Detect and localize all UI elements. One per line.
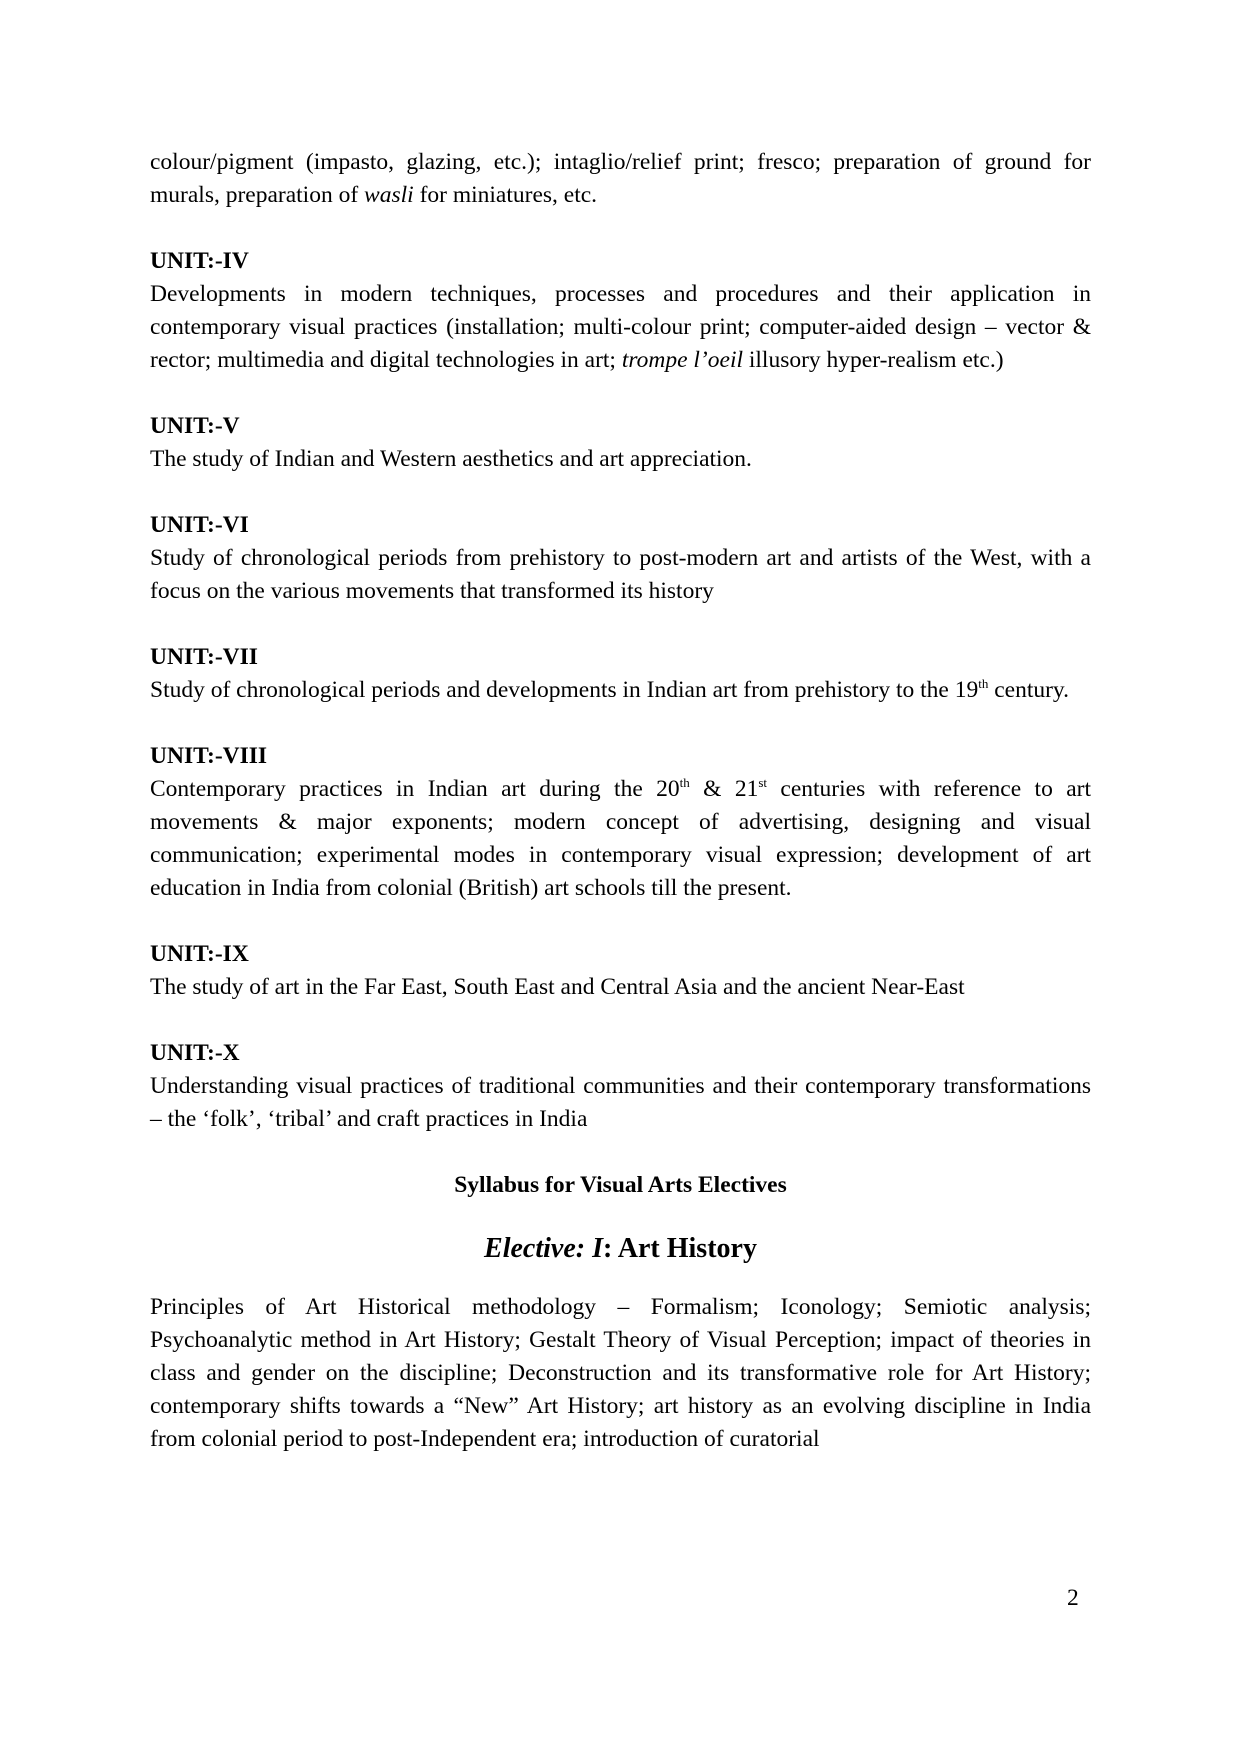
unit-vi-heading: UNIT:-VI [150, 512, 249, 538]
unit-viii-text-c: centuries with reference to art movements & major exponents; modern concept of advertising, designing and visual communication; experimental modes in contemporary visual expression; development of art education in India from colonial (British) art schools till the present. [150, 776, 1091, 901]
unit-iv-text-b: illusory hyper-realism etc.) [743, 347, 1004, 373]
electives-section-title: Syllabus for Visual Arts Electives [454, 1172, 787, 1198]
elective-name: Art History [612, 1233, 757, 1264]
elective-colon: : [602, 1233, 613, 1264]
unit-viii-sup1: th [679, 775, 690, 791]
unit-iv-text [150, 278, 1091, 377]
unit-iv-heading: UNIT:-IV [150, 248, 249, 274]
unit-ix-text: The study of art in the Far East, South East and Central Asia and the ancient Near-East [150, 974, 965, 1000]
elective-body-text: Principles of Art Historical methodology – Formalism; Iconology; Semiotic analysis; Psychoanalytic method in Art History; Gestalt Theory of Visual Perception; impact of theories in class and gender on the discipline; Deconstruction and its transformative role for Art History; contemporary shifts towards a “New” Art History; art history as an evolving discipline in India from colonial period to post-Independent era; introduction of curatorial [150, 1294, 1091, 1452]
unit-x-heading: UNIT:-X [150, 1040, 240, 1066]
unit-viii-sup2: st [758, 775, 767, 791]
unit-ix-heading: UNIT:-IX [150, 941, 249, 967]
intro-text-b: for miniatures, etc. [413, 182, 598, 208]
unit-vii-text-b: century. [988, 677, 1070, 703]
unit-viii-text-b: & 21 [689, 776, 759, 802]
unit-iv-text-a: Developments in modern techniques, processes and procedures and their application in contemporary visual practices (installation; multi-colour print; computer-aided design – vector & rector; multimedia and digital technologies in art; [150, 281, 1091, 373]
unit-v-heading: UNIT:-V [150, 413, 240, 439]
intro-italic-wasli: wasli [364, 182, 414, 208]
document-page [150, 146, 1091, 1456]
unit-vii-text-a: Study of chronological periods and developments in Indian art from prehistory to the 19 [150, 677, 979, 703]
unit-viii-text-a: Contemporary practices in Indian art during the 20 [150, 776, 680, 802]
unit-v-text: The study of Indian and Western aesthetics and art appreciation. [150, 446, 752, 472]
unit-x-text: Understanding visual practices of traditional communities and their contemporary transformations – the ‘folk’, ‘tribal’ and craft practices in India [150, 1073, 1091, 1132]
page-number: 2 [1067, 1585, 1079, 1611]
intro-text-a: colour/pigment (impasto, glazing, etc.); intaglio/relief print; fresco; preparation of ground for murals, preparation of [150, 149, 1091, 208]
intro-paragraph [150, 146, 1091, 212]
unit-vii-sup: th [978, 676, 989, 692]
unit-iv-italic: trompe l’oeil [621, 347, 743, 373]
unit-vi-text: Study of chronological periods from prehistory to post-modern art and artists of the West, with a focus on the various movements that transformed its history [150, 545, 1091, 604]
elective-title [150, 1229, 1091, 1269]
unit-viii-heading: UNIT:-VIII [150, 743, 268, 769]
unit-vii-heading: UNIT:-VII [150, 644, 258, 670]
unit-vii-text [150, 674, 1091, 707]
unit-viii-text [150, 773, 1091, 905]
elective-label: Elective: I [484, 1233, 603, 1264]
